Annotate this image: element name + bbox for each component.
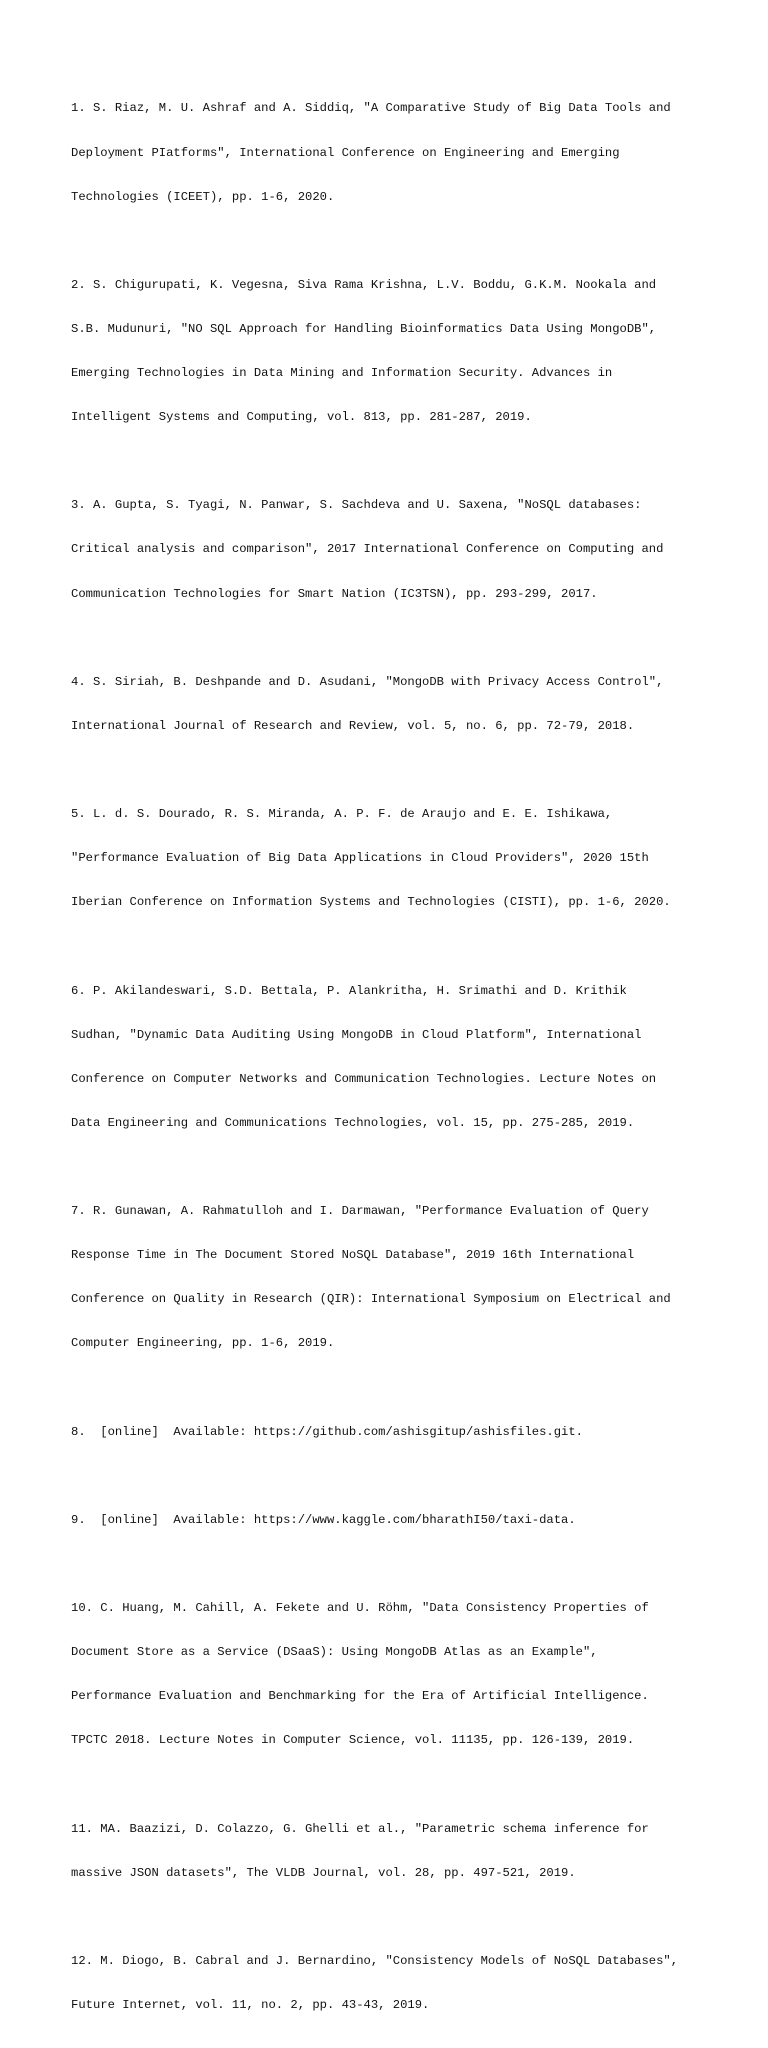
reference-list: [71, 72, 711, 2048]
reference-line: Emerging Technologies in Data Mining and Information Security. Advances in: [71, 366, 613, 381]
reference-line: 11. MA. Baazizi, D. Colazzo, G. Ghelli et al., "Parametric schema inference for: [71, 1821, 649, 1836]
reference-3: [71, 469, 711, 631]
reference-line: 12. M. Diogo, B. Cabral and J. Bernardino, "Consistency Models of NoSQL Databases",: [71, 1953, 679, 1968]
reference-line: "Performance Evaluation of Big Data Applications in Cloud Providers", 2020 15th: [71, 851, 649, 866]
reference-7: [71, 1175, 711, 1381]
reference-line: Iberian Conference on Information Systems and Technologies (CISTI), pp. 1-6, 2020.: [71, 895, 671, 910]
reference-line: 3. A. Gupta, S. Tyagi, N. Panwar, S. Sachdeva and U. Saxena, "NoSQL databases:: [71, 498, 642, 513]
reference-line: 6. P. Akilandeswari, S.D. Bettala, P. Alankritha, H. Srimathi and D. Krithik: [71, 983, 627, 998]
reference-line: Data Engineering and Communications Technologies, vol. 15, pp. 275-285, 2019.: [71, 1115, 635, 1130]
reference-10: [71, 1572, 711, 1778]
reference-line: Conference on Quality in Research (QIR): International Symposium on Electrical and: [71, 1292, 671, 1307]
reference-line: Performance Evaluation and Benchmarking for the Era of Artificial Intelligence.: [71, 1689, 649, 1704]
reference-2: [71, 248, 711, 454]
reference-line: Technologies (ICEET), pp. 1-6, 2020.: [71, 189, 335, 204]
reference-line: Communication Technologies for Smart Nation (IC3TSN), pp. 293-299, 2017.: [71, 586, 598, 601]
reference-line: Conference on Computer Networks and Communication Technologies. Lecture Notes on: [71, 1071, 657, 1086]
reference-12: [71, 1924, 711, 2042]
reference-line: 8. [online] Available: https://github.com/ashisgitup/ashisfiles.git.: [71, 1424, 583, 1439]
reference-line: 4. S. Siriah, B. Deshpande and D. Asudani, "MongoDB with Privacy Access Control",: [71, 674, 664, 689]
reference-line: Computer Engineering, pp. 1-6, 2019.: [71, 1336, 335, 1351]
reference-line: S.B. Mudunuri, "NO SQL Approach for Handling Bioinformatics Data Using MongoDB",: [71, 321, 657, 336]
reference-line: Response Time in The Document Stored NoSQL Database", 2019 16th International: [71, 1248, 635, 1263]
reference-line: Critical analysis and comparison", 2017 International Conference on Computing and: [71, 542, 664, 557]
reference-line: 10. C. Huang, M. Cahill, A. Fekete and U. Röhm, "Data Consistency Properties of: [71, 1600, 649, 1615]
reference-line: 1. S. Riaz, M. U. Ashraf and A. Siddiq, "A Comparative Study of Big Data Tools and: [71, 101, 671, 116]
reference-9: [71, 1483, 711, 1557]
reference-line: Sudhan, "Dynamic Data Auditing Using MongoDB in Cloud Platform", International: [71, 1027, 642, 1042]
reference-line: massive JSON datasets", The VLDB Journal, vol. 28, pp. 497-521, 2019.: [71, 1865, 576, 1880]
reference-8: [71, 1395, 711, 1469]
reference-line: Document Store as a Service (DSaaS): Using MongoDB Atlas as an Example",: [71, 1645, 598, 1660]
reference-line: 5. L. d. S. Dourado, R. S. Miranda, A. P. F. de Araujo and E. E. Ishikawa,: [71, 807, 613, 822]
reference-line: Intelligent Systems and Computing, vol. 813, pp. 281-287, 2019.: [71, 410, 532, 425]
reference-line: Deployment PIatforms", International Conference on Engineering and Emerging: [71, 145, 620, 160]
reference-4: [71, 645, 711, 763]
reference-5: [71, 778, 711, 940]
reference-6: [71, 954, 711, 1160]
reference-line: TPCTC 2018. Lecture Notes in Computer Science, vol. 11135, pp. 126-139, 2019.: [71, 1733, 635, 1748]
reference-line: 2. S. Chigurupati, K. Vegesna, Siva Rama Krishna, L.V. Boddu, G.K.M. Nookala and: [71, 277, 657, 292]
reference-line: 7. R. Gunawan, A. Rahmatulloh and I. Darmawan, "Performance Evaluation of Query: [71, 1204, 649, 1219]
reference-1: [71, 72, 711, 234]
reference-line: International Journal of Research and Review, vol. 5, no. 6, pp. 72-79, 2018.: [71, 718, 635, 733]
reference-line: 9. [online] Available: https://www.kaggle.com/bharathI50/taxi-data.: [71, 1512, 576, 1527]
reference-11: [71, 1792, 711, 1910]
reference-line: Future Internet, vol. 11, no. 2, pp. 43-43, 2019.: [71, 1997, 430, 2012]
